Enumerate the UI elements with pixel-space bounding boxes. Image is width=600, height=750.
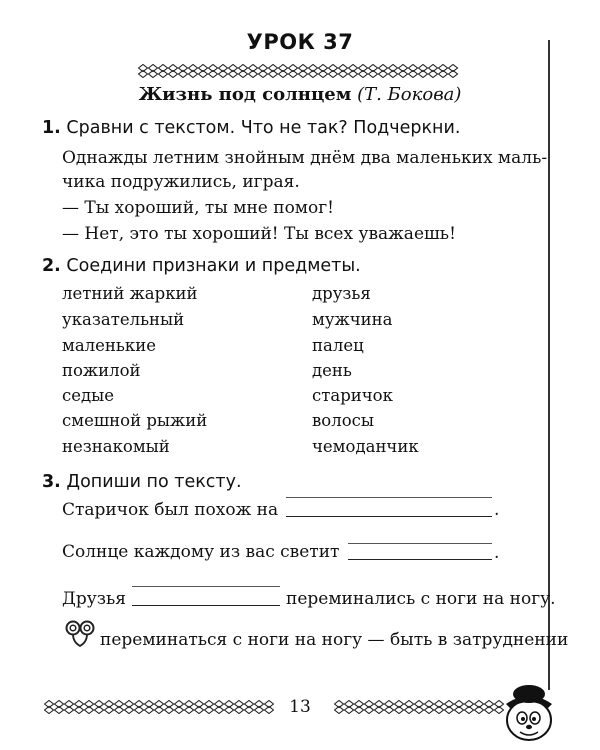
attribute-word[interactable]: маленькие (62, 336, 156, 355)
answer-line[interactable] (286, 497, 492, 498)
object-word[interactable]: волосы (312, 411, 375, 430)
task3-prompt-2: Солнце каждому из вас светит (62, 542, 340, 562)
attribute-word[interactable]: летний жаркий (62, 284, 198, 303)
object-word[interactable]: старичок (312, 386, 393, 405)
answer-line[interactable] (132, 586, 280, 587)
story-heading (0, 84, 600, 105)
task3-prompt-1: Старичок был похож на (62, 500, 279, 520)
glasses-icon (64, 618, 96, 650)
lesson-title: УРОК 37 (246, 30, 354, 54)
answer-line[interactable] (286, 516, 492, 517)
answer-line[interactable] (132, 605, 280, 606)
period: . (494, 543, 500, 563)
task1-line: Однажды летним знойным днём два маленьких маль- (62, 148, 548, 168)
object-word[interactable]: чемоданчик (312, 437, 419, 456)
glossary-note: переминаться с ноги на ногу — быть в затруднении (100, 630, 569, 650)
story-author: (Т. Бокова) (357, 84, 462, 105)
answer-line[interactable] (348, 543, 492, 544)
task3-prompt-3-start: Друзья (62, 589, 126, 609)
task3-instruction-row (42, 472, 242, 492)
mascot-face-icon (500, 680, 558, 742)
period: . (494, 500, 500, 520)
attribute-word[interactable]: смешной рыжий (62, 411, 208, 430)
task2-number: 2. (42, 256, 61, 276)
task3-instruction: Допиши по тексту. (66, 472, 242, 492)
task1-line: — Ты хороший, ты мне помог! (62, 198, 335, 218)
object-word[interactable]: палец (312, 336, 364, 355)
attribute-word[interactable]: пожилой (62, 361, 141, 380)
page-number: 13 (289, 697, 311, 717)
attribute-word[interactable]: незнакомый (62, 437, 170, 456)
object-word[interactable]: друзья (312, 284, 371, 303)
task1-number: 1. (42, 118, 61, 138)
task2-instruction: Соедини признаки и предметы. (66, 256, 361, 276)
answer-line[interactable] (348, 559, 492, 560)
story-title: Жизнь под солнцем (138, 84, 352, 105)
task2-instruction-row (42, 256, 361, 276)
attribute-word[interactable]: указательный (62, 310, 185, 329)
task1-line: — Нет, это ты хороший! Ты всех уважаешь! (62, 224, 456, 244)
ornament-top (138, 64, 460, 78)
object-word[interactable]: день (312, 361, 352, 380)
attribute-word[interactable]: седые (62, 386, 115, 405)
task3-prompt-3-end: переминались с ноги на ногу. (286, 589, 556, 609)
object-word[interactable]: мужчина (312, 310, 393, 329)
task1-instruction: Сравни с текстом. Что не так? Подчеркни. (66, 118, 461, 138)
task1-instruction-row (42, 118, 460, 138)
task3-number: 3. (42, 472, 61, 492)
task1-line: чика подружились, играя. (62, 172, 300, 192)
ornament-bottom-right (334, 700, 506, 714)
